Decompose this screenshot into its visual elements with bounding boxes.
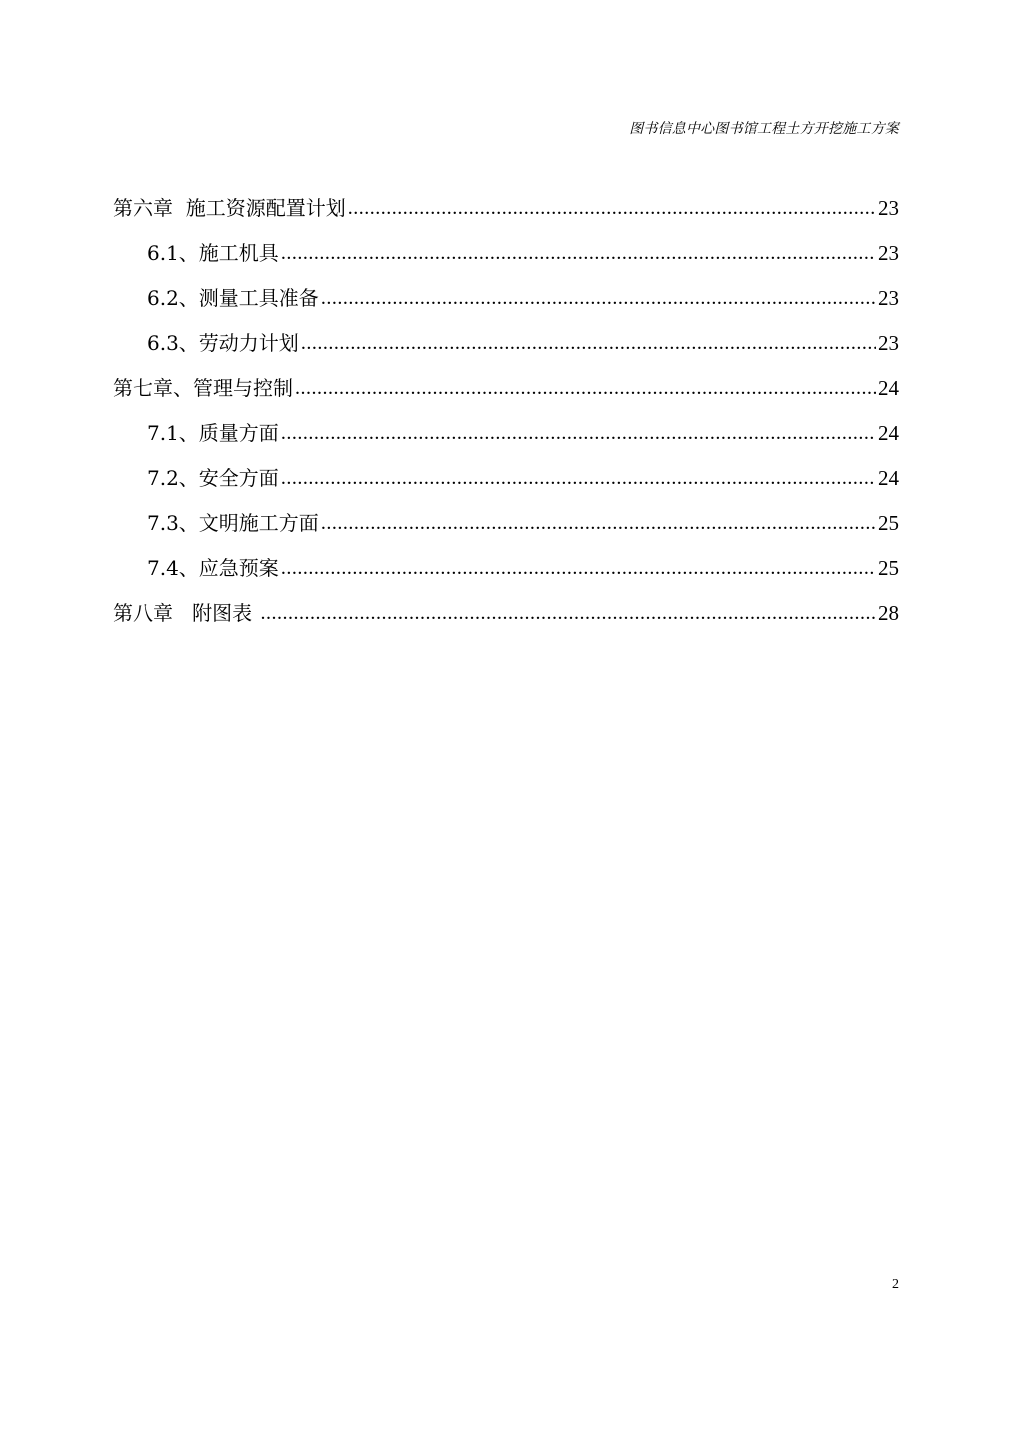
toc-dot-leader — [301, 328, 876, 358]
toc-entry-page: 25 — [878, 556, 899, 580]
toc-entry-6-2[interactable] — [113, 268, 899, 313]
toc-entry-7-2[interactable] — [113, 448, 899, 493]
toc-entry-page: 23 — [878, 286, 899, 310]
toc-entry-6-1[interactable] — [113, 223, 899, 268]
toc-dot-leader — [281, 463, 876, 493]
toc-entry-page: 25 — [878, 511, 899, 535]
toc-entry-page: 23 — [878, 241, 899, 265]
toc-entry-title: 第六章 施工资源配置计划 — [113, 196, 346, 220]
toc-entry-title: 6.1、施工机具 — [147, 241, 279, 265]
toc-dot-leader — [281, 238, 876, 268]
toc-entry-7-3[interactable] — [113, 493, 899, 538]
toc-entry-page: 23 — [878, 196, 899, 220]
toc-dot-leader — [348, 193, 876, 223]
toc-dot-leader — [260, 598, 876, 628]
table-of-contents — [113, 178, 899, 628]
toc-entry-title: 7.2、安全方面 — [147, 466, 279, 490]
toc-entry-page: 24 — [878, 466, 899, 490]
toc-dot-leader — [281, 553, 876, 583]
toc-entry-page: 23 — [878, 331, 899, 355]
toc-dot-leader — [321, 283, 876, 313]
toc-entry-7-4[interactable] — [113, 538, 899, 583]
toc-entry-title: 第七章、管理与控制 — [113, 376, 293, 400]
toc-dot-leader — [295, 373, 876, 403]
page-header-title: 图书信息中心图书馆工程土方开挖施工方案 — [629, 121, 899, 137]
toc-entry-chapter-8[interactable] — [113, 583, 899, 628]
toc-entry-title: 6.3、劳动力计划 — [147, 331, 299, 355]
toc-entry-title: 第八章 附图表 — [113, 601, 259, 625]
toc-entry-title: 6.2、测量工具准备 — [147, 286, 319, 310]
toc-entry-title: 7.3、文明施工方面 — [147, 511, 319, 535]
toc-dot-leader — [321, 508, 876, 538]
page-number: 2 — [892, 1277, 899, 1292]
toc-entry-6-3[interactable] — [113, 313, 899, 358]
toc-entry-chapter-6[interactable] — [113, 178, 899, 223]
toc-entry-page: 28 — [878, 601, 899, 625]
toc-entry-title: 7.4、应急预案 — [147, 556, 279, 580]
toc-entry-chapter-7[interactable] — [113, 358, 899, 403]
toc-entry-7-1[interactable] — [113, 403, 899, 448]
toc-dot-leader — [281, 418, 876, 448]
toc-entry-page: 24 — [878, 421, 899, 445]
toc-entry-title: 7.1、质量方面 — [147, 421, 279, 445]
toc-entry-page: 24 — [878, 376, 899, 400]
